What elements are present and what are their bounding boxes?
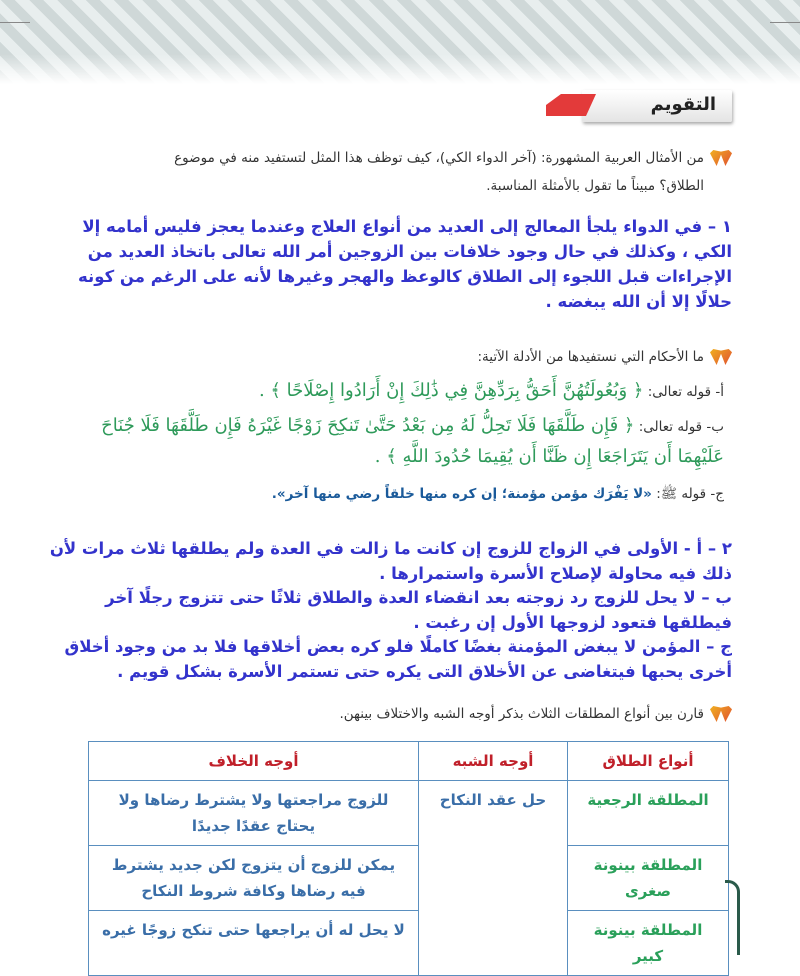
verse-b: ﴿ فَإِن طَلَّقَهَا فَلَا تَحِلُّ لَهُ مِن بَعْدُ حَتَّىٰ تَنكِحَ زَوْجًا غَيْرَهُ فَإِن طَلَّقَهَا فَلَا جُنَاحَ عَلَيْهِمَا أَن يَتَرَاجَعَا إِن ظَنَّا أَن يُقِيمَا حُدُودَ اللَّهِ ﴾ . [101,415,724,467]
table-row [89,846,729,911]
cell-type: المطلقة بينونة كبير [568,911,729,976]
question-2 [72,343,732,371]
evidence-list [84,376,724,509]
question-3-text: قارن بين أنواع المطلقات الثلاث بذكر أوجه الشبه والاختلاف بينهن. [339,706,704,722]
answer-2-c: ج – المؤمن لا يبغض المؤمنة بغضًا كاملًا فلو كره بعض أخلاقها فلا بد من وجود أخلاق أخرى يحبها فيتغاضى عن الأخلاق التى يكره حتى تستمر الأسرة بشكل قويم . [64,637,732,681]
hadith-c: «لا يَفْرَك مؤمن مؤمنة؛ إن كره منها خلقاً رضي منها آخر». [271,486,652,502]
answer-2 [42,537,732,684]
question-number-icon [710,150,732,166]
answer-2-a: ٢ – أ - الأولى في الزواج للزوج إن كانت ما زالت في العدة ولم يطلقها ثلاث مرات لأن ذلك فيه محاولة لإصلاح الأسرة واستمرارها . [49,539,732,583]
question-1-text-cont: الطلاق؟ مبيناً ما تقول بالأمثلة المناسبة. [486,178,704,194]
cell-difference: يمكن للزوج أن يتزوج لكن جديد يشترط فيه رضاها وكافة شروط النكاح [89,846,419,911]
evidence-a [84,376,724,407]
answer-1: ١ – في الدواء يلجأ المعالج إلى العديد من أنواع العلاج وعندما يعجز فليس أمامه إلا الكي ، وكذلك في حال وجود خلافات بين الزوجين أمر الله تعالى باتخاذ العديد من الإجراءات قبل اللجوء إلى الطلاق كالوعظ والهجر وغيرها لأنه على الرغم من كونه حلالًا إلا أن الله يبغضه . [78,217,732,311]
comparison-table [88,741,729,976]
cell-difference: للزوج مراجعتها ولا يشترط رضاها ولا يحتاج عقدًا جديدًا [89,781,419,846]
decorative-banner [0,0,800,84]
question-3 [72,700,732,728]
header-similarity: أوجه الشبه [419,742,568,781]
table-header-row [89,742,729,781]
cell-similarity: حل عقد النكاح [419,781,568,976]
evidence-b [84,411,724,473]
page-corner-decoration [725,880,740,955]
cell-difference: لا يحل له أن يراجعها حتى تنكح زوجًا غيره [89,911,419,976]
red-arrow-icon [546,94,596,116]
evidence-c [84,479,724,509]
question-number-icon [710,349,732,365]
cell-type: المطلقة بينونة صغرى [568,846,729,911]
section-title-tab [582,90,732,122]
question-1-text: من الأمثال العربية المشهورة: (آخر الدواء الكي)، كيف توظف هذا المثل لتستفيد منه في موضوع [174,150,704,166]
question-2-text: ما الأحكام التي نستفيدها من الأدلة الآتية: [477,349,704,365]
crop-mark [770,22,800,23]
evidence-c-label: ج- قوله ﷺ: [656,486,724,502]
evidence-b-label: ب- قوله تعالى: [638,419,724,435]
verse-a: ﴿ وَبُعُولَتُهُنَّ أَحَقُّ بِرَدِّهِنَّ فِي ذَٰلِكَ إِنْ أَرَادُوا إِصْلَاحًا ﴾ . [258,380,644,401]
table-row [89,911,729,976]
evidence-a-label: أ- قوله تعالى: [647,384,724,400]
crop-mark [0,22,30,23]
table-row [89,781,729,846]
cell-type: المطلقة الرجعية [568,781,729,846]
header-type: أنواع الطلاق [568,742,729,781]
header-difference: أوجه الخلاف [89,742,419,781]
section-title: التقويم [650,94,716,115]
question-1 [72,144,732,200]
question-number-icon [710,706,732,722]
answer-2-b: ب – لا يحل للزوج رد زوجته بعد انقضاء العدة والطلاق ثلاثًا حتى تتزوج رجلًا آخر فيطلقها فتعود لزوجها الأول إن رغبت . [105,588,732,632]
